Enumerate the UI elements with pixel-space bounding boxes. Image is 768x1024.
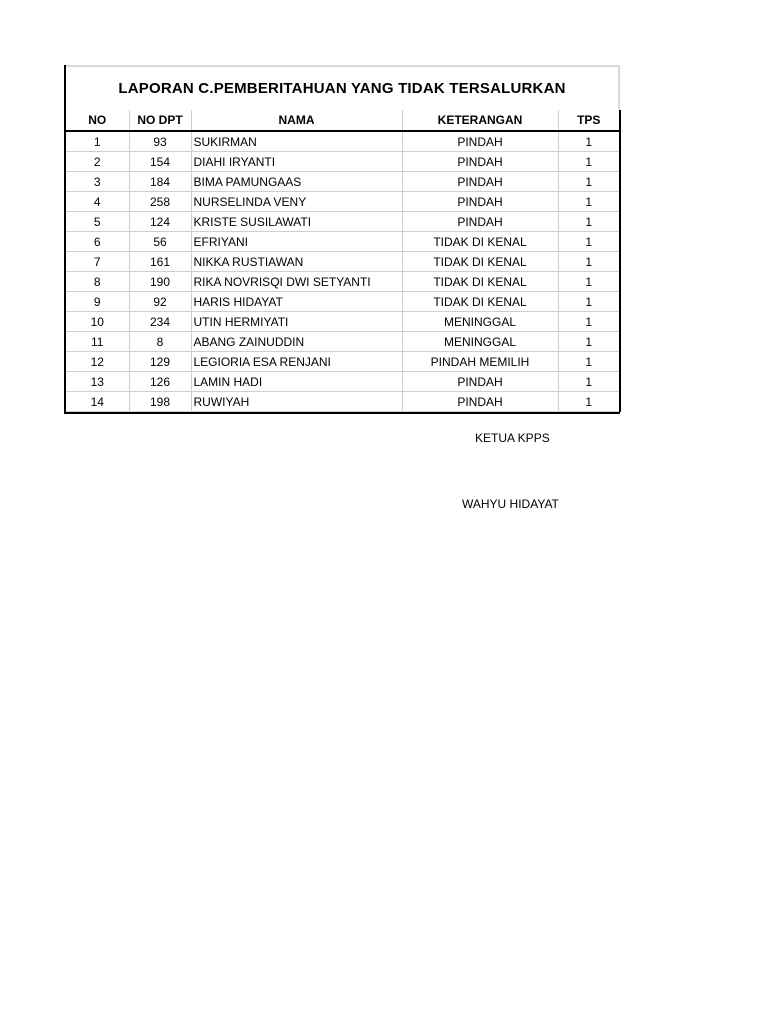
- cell-tps: 1: [558, 312, 620, 332]
- cell-nama: UTIN HERMIYATI: [191, 312, 402, 332]
- cell-nama: RUWIYAH: [191, 392, 402, 412]
- cell-keterangan: MENINGGAL: [402, 332, 558, 352]
- signature-name: WAHYU HIDAYAT: [462, 497, 559, 511]
- cell-tps: 1: [558, 232, 620, 252]
- header-no-dpt: NO DPT: [129, 110, 191, 131]
- cell-no-dpt: 234: [129, 312, 191, 332]
- table-row: [66, 212, 620, 232]
- table-row: [66, 332, 620, 352]
- cell-no: 5: [66, 212, 129, 232]
- cell-keterangan: PINDAH MEMILIH: [402, 352, 558, 372]
- cell-nama: ABANG ZAINUDDIN: [191, 332, 402, 352]
- header-keterangan: KETERANGAN: [402, 110, 558, 131]
- cell-tps: 1: [558, 292, 620, 312]
- cell-tps: 1: [558, 212, 620, 232]
- cell-tps: 1: [558, 332, 620, 352]
- cell-no: 11: [66, 332, 129, 352]
- cell-no-dpt: 190: [129, 272, 191, 292]
- table-row: [66, 292, 620, 312]
- cell-no: 10: [66, 312, 129, 332]
- cell-keterangan: PINDAH: [402, 392, 558, 412]
- table-row: [66, 192, 620, 212]
- cell-nama: NIKKA RUSTIAWAN: [191, 252, 402, 272]
- cell-keterangan: PINDAH: [402, 131, 558, 152]
- cell-no: 2: [66, 152, 129, 172]
- cell-tps: 1: [558, 192, 620, 212]
- cell-no-dpt: 56: [129, 232, 191, 252]
- cell-no: 7: [66, 252, 129, 272]
- cell-no-dpt: 154: [129, 152, 191, 172]
- cell-no: 13: [66, 372, 129, 392]
- cell-no-dpt: 198: [129, 392, 191, 412]
- cell-nama: BIMA PAMUNGAAS: [191, 172, 402, 192]
- header-nama: NAMA: [191, 110, 402, 131]
- cell-no-dpt: 161: [129, 252, 191, 272]
- cell-no-dpt: 129: [129, 352, 191, 372]
- cell-keterangan: PINDAH: [402, 192, 558, 212]
- cell-tps: 1: [558, 392, 620, 412]
- cell-tps: 1: [558, 272, 620, 292]
- cell-keterangan: MENINGGAL: [402, 312, 558, 332]
- cell-no: 8: [66, 272, 129, 292]
- cell-tps: 1: [558, 372, 620, 392]
- cell-nama: SUKIRMAN: [191, 131, 402, 152]
- cell-no-dpt: 184: [129, 172, 191, 192]
- cell-keterangan: PINDAH: [402, 172, 558, 192]
- cell-nama: EFRIYANI: [191, 232, 402, 252]
- cell-nama: LEGIORIA ESA RENJANI: [191, 352, 402, 372]
- report-table: [66, 110, 621, 412]
- cell-tps: 1: [558, 252, 620, 272]
- cell-nama: LAMIN HADI: [191, 372, 402, 392]
- table-header-row: [66, 110, 620, 131]
- cell-keterangan: TIDAK DI KENAL: [402, 292, 558, 312]
- table-row: [66, 131, 620, 152]
- cell-no: 14: [66, 392, 129, 412]
- cell-no-dpt: 258: [129, 192, 191, 212]
- cell-no-dpt: 92: [129, 292, 191, 312]
- cell-no: 6: [66, 232, 129, 252]
- cell-tps: 1: [558, 152, 620, 172]
- cell-no-dpt: 93: [129, 131, 191, 152]
- signature-role: KETUA KPPS: [475, 431, 550, 445]
- cell-keterangan: PINDAH: [402, 372, 558, 392]
- cell-nama: KRISTE SUSILAWATI: [191, 212, 402, 232]
- table-row: [66, 172, 620, 192]
- cell-keterangan: PINDAH: [402, 212, 558, 232]
- cell-keterangan: TIDAK DI KENAL: [402, 272, 558, 292]
- cell-no: 1: [66, 131, 129, 152]
- cell-keterangan: TIDAK DI KENAL: [402, 232, 558, 252]
- cell-no: 9: [66, 292, 129, 312]
- cell-no: 12: [66, 352, 129, 372]
- cell-keterangan: PINDAH: [402, 152, 558, 172]
- table-row: [66, 152, 620, 172]
- table-row: [66, 352, 620, 372]
- header-tps: TPS: [558, 110, 620, 131]
- cell-keterangan: TIDAK DI KENAL: [402, 252, 558, 272]
- cell-nama: NURSELINDA VENY: [191, 192, 402, 212]
- report-title: LAPORAN C.PEMBERITAHUAN YANG TIDAK TERSALURKAN: [66, 65, 620, 110]
- table-row: [66, 252, 620, 272]
- cell-no-dpt: 8: [129, 332, 191, 352]
- cell-no-dpt: 124: [129, 212, 191, 232]
- header-no: NO: [66, 110, 129, 131]
- table-row: [66, 372, 620, 392]
- cell-no-dpt: 126: [129, 372, 191, 392]
- cell-tps: 1: [558, 131, 620, 152]
- cell-no: 4: [66, 192, 129, 212]
- cell-nama: RIKA NOVRISQI DWI SETYANTI: [191, 272, 402, 292]
- cell-nama: DIAHI IRYANTI: [191, 152, 402, 172]
- report-sheet: [64, 65, 620, 414]
- cell-no: 3: [66, 172, 129, 192]
- cell-nama: HARIS HIDAYAT: [191, 292, 402, 312]
- table-row: [66, 312, 620, 332]
- table-row: [66, 392, 620, 412]
- table-row: [66, 272, 620, 292]
- table-row: [66, 232, 620, 252]
- cell-tps: 1: [558, 352, 620, 372]
- cell-tps: 1: [558, 172, 620, 192]
- table-body: [66, 131, 620, 412]
